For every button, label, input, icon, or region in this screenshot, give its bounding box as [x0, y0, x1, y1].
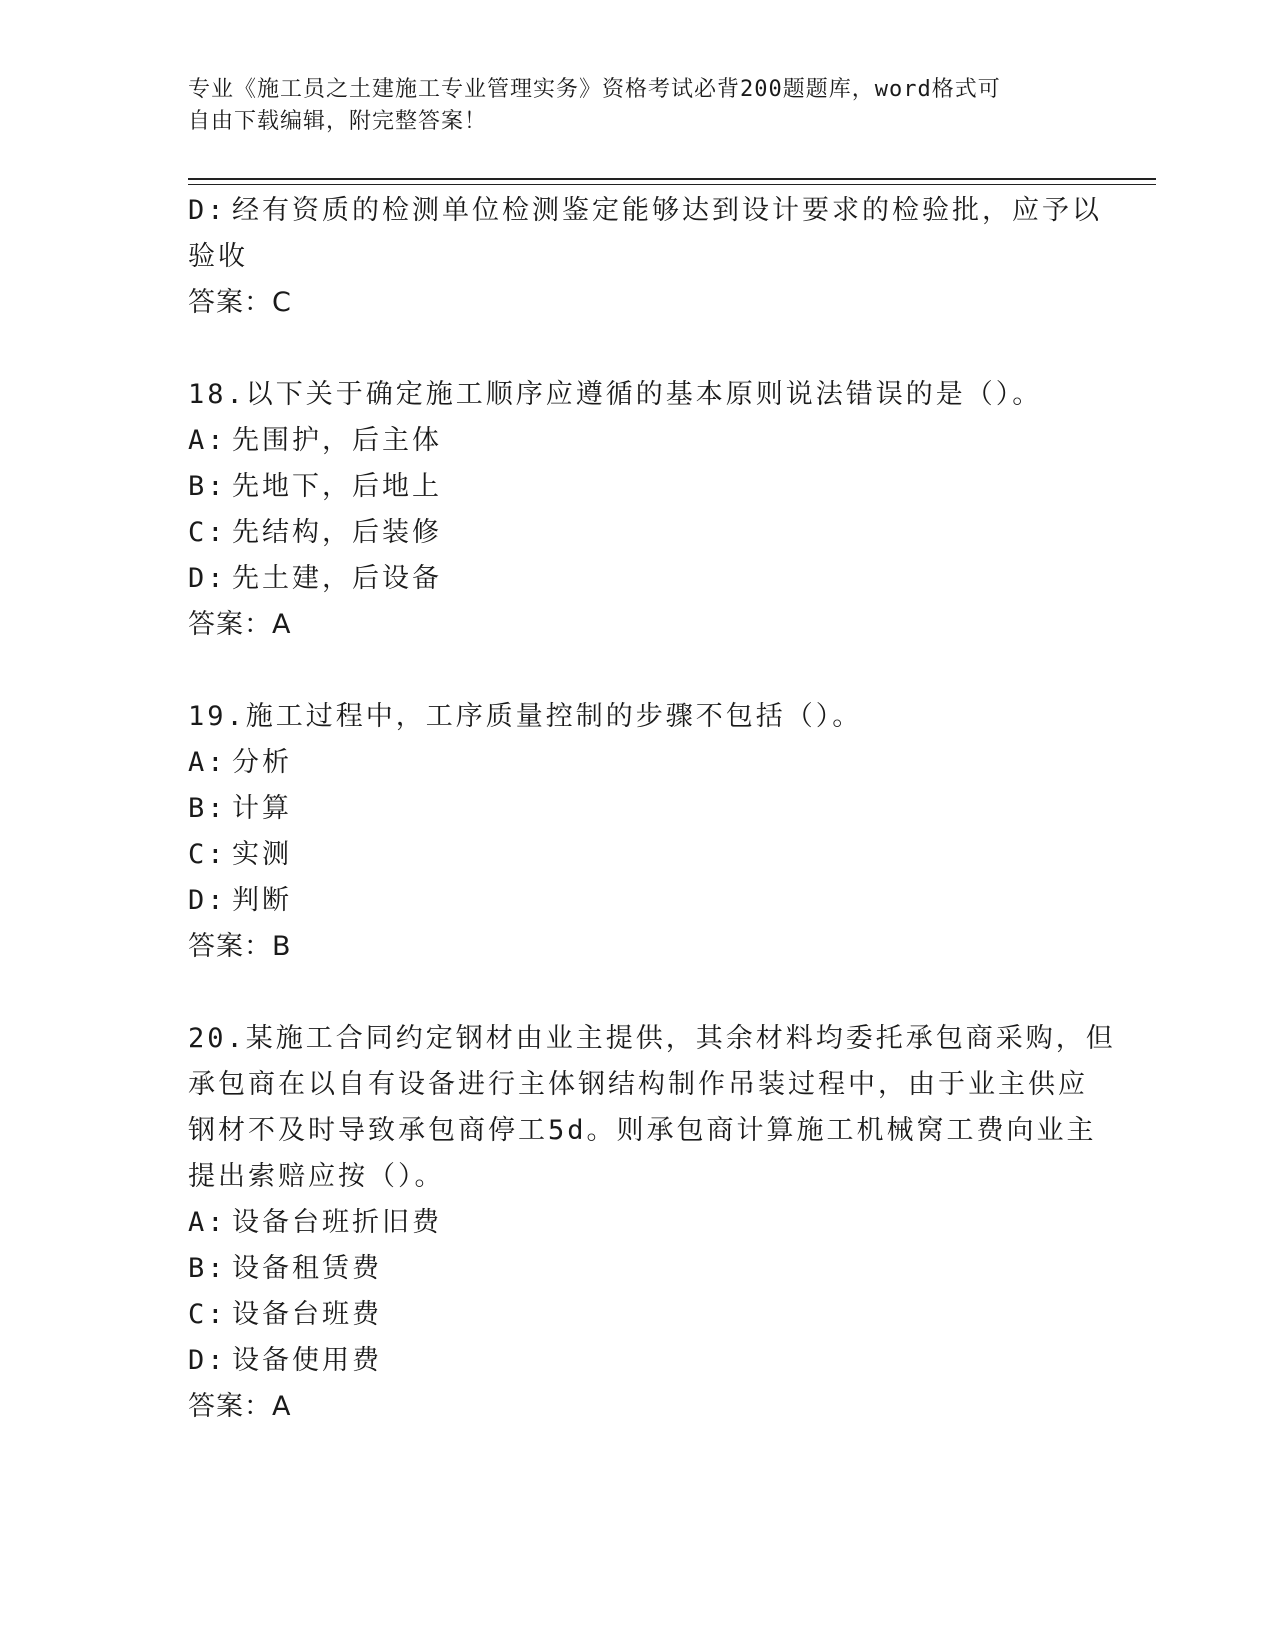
question-stem-line-1: 20.某施工合同约定钢材由业主提供，其余材料均委托承包商采购，但 [188, 1023, 1116, 1054]
option-text: 经有资质的检测单位检测鉴定能够达到设计要求的检验批，应予以 [232, 195, 1102, 226]
option-label: B: [188, 471, 227, 502]
option-label: A: [188, 1207, 227, 1238]
option-d [188, 188, 1102, 234]
option-text: 实测 [232, 839, 292, 870]
option-d [188, 878, 1088, 924]
option-label: D: [188, 563, 227, 594]
option-b [188, 786, 1088, 832]
option-text: 先结构，后装修 [232, 517, 442, 548]
option-label: A: [188, 747, 227, 778]
answer-line: 答案：B [188, 931, 292, 962]
option-label: C: [188, 517, 227, 548]
question-stem-line-4: 提出索赔应按（）。 [188, 1161, 445, 1192]
option-c [188, 510, 1088, 556]
option-a [188, 740, 1088, 786]
option-label: C: [188, 1299, 227, 1330]
option-text: 设备台班折旧费 [232, 1207, 442, 1238]
option-c [188, 1292, 1088, 1338]
option-label: B: [188, 793, 227, 824]
option-a [188, 418, 1088, 464]
option-text: 计算 [232, 793, 292, 824]
document-header [188, 74, 1088, 138]
header-title-line-2: 自由下载编辑，附完整答案！ [188, 109, 488, 134]
option-a [188, 1200, 1088, 1246]
header-title-line-1: 专业《施工员之土建施工专业管理实务》资格考试必背200题题库，word格式可 [188, 77, 1001, 102]
answer-line: 答案：A [188, 609, 292, 640]
answer-line: 答案：C [188, 287, 292, 318]
question-stem-line-2: 承包商在以自有设备进行主体钢结构制作吊装过程中，由于业主供应 [188, 1069, 1088, 1100]
question-18 [188, 372, 1088, 648]
option-d [188, 556, 1088, 602]
option-text: 分析 [232, 747, 292, 778]
question-content [188, 188, 1116, 1430]
answer-line: 答案：A [188, 1391, 292, 1422]
spacer [188, 326, 1088, 372]
option-d-continuation: 验收 [188, 241, 248, 272]
question-17-continuation [188, 188, 1102, 326]
option-label: D: [188, 885, 227, 916]
option-text: 设备台班费 [232, 1299, 382, 1330]
question-stem-line-3: 钢材不及时导致承包商停工5d。则承包商计算施工机械窝工费向业主 [188, 1115, 1097, 1146]
spacer [188, 970, 1088, 1016]
option-text: 先土建，后设备 [232, 563, 442, 594]
option-text: 设备租赁费 [232, 1253, 382, 1284]
question-19 [188, 694, 1088, 970]
question-20 [188, 1016, 1116, 1430]
spacer [188, 648, 1088, 694]
option-text: 先围护，后主体 [232, 425, 442, 456]
option-text: 设备使用费 [232, 1345, 382, 1376]
option-label: D: [188, 1345, 227, 1376]
question-stem: 18.以下关于确定施工顺序应遵循的基本原则说法错误的是（）。 [188, 379, 1043, 410]
header-divider-thick [188, 178, 1156, 180]
option-d [188, 1338, 1088, 1384]
option-text: 先地下，后地上 [232, 471, 442, 502]
question-stem: 19.施工过程中，工序质量控制的步骤不包括（）。 [188, 701, 863, 732]
option-label: A: [188, 425, 227, 456]
header-divider-thin [188, 184, 1156, 185]
option-c [188, 832, 1088, 878]
option-b [188, 464, 1088, 510]
option-b [188, 1246, 1088, 1292]
option-text: 判断 [232, 885, 292, 916]
option-label: B: [188, 1253, 227, 1284]
option-label: C: [188, 839, 227, 870]
option-label: D: [188, 195, 227, 226]
